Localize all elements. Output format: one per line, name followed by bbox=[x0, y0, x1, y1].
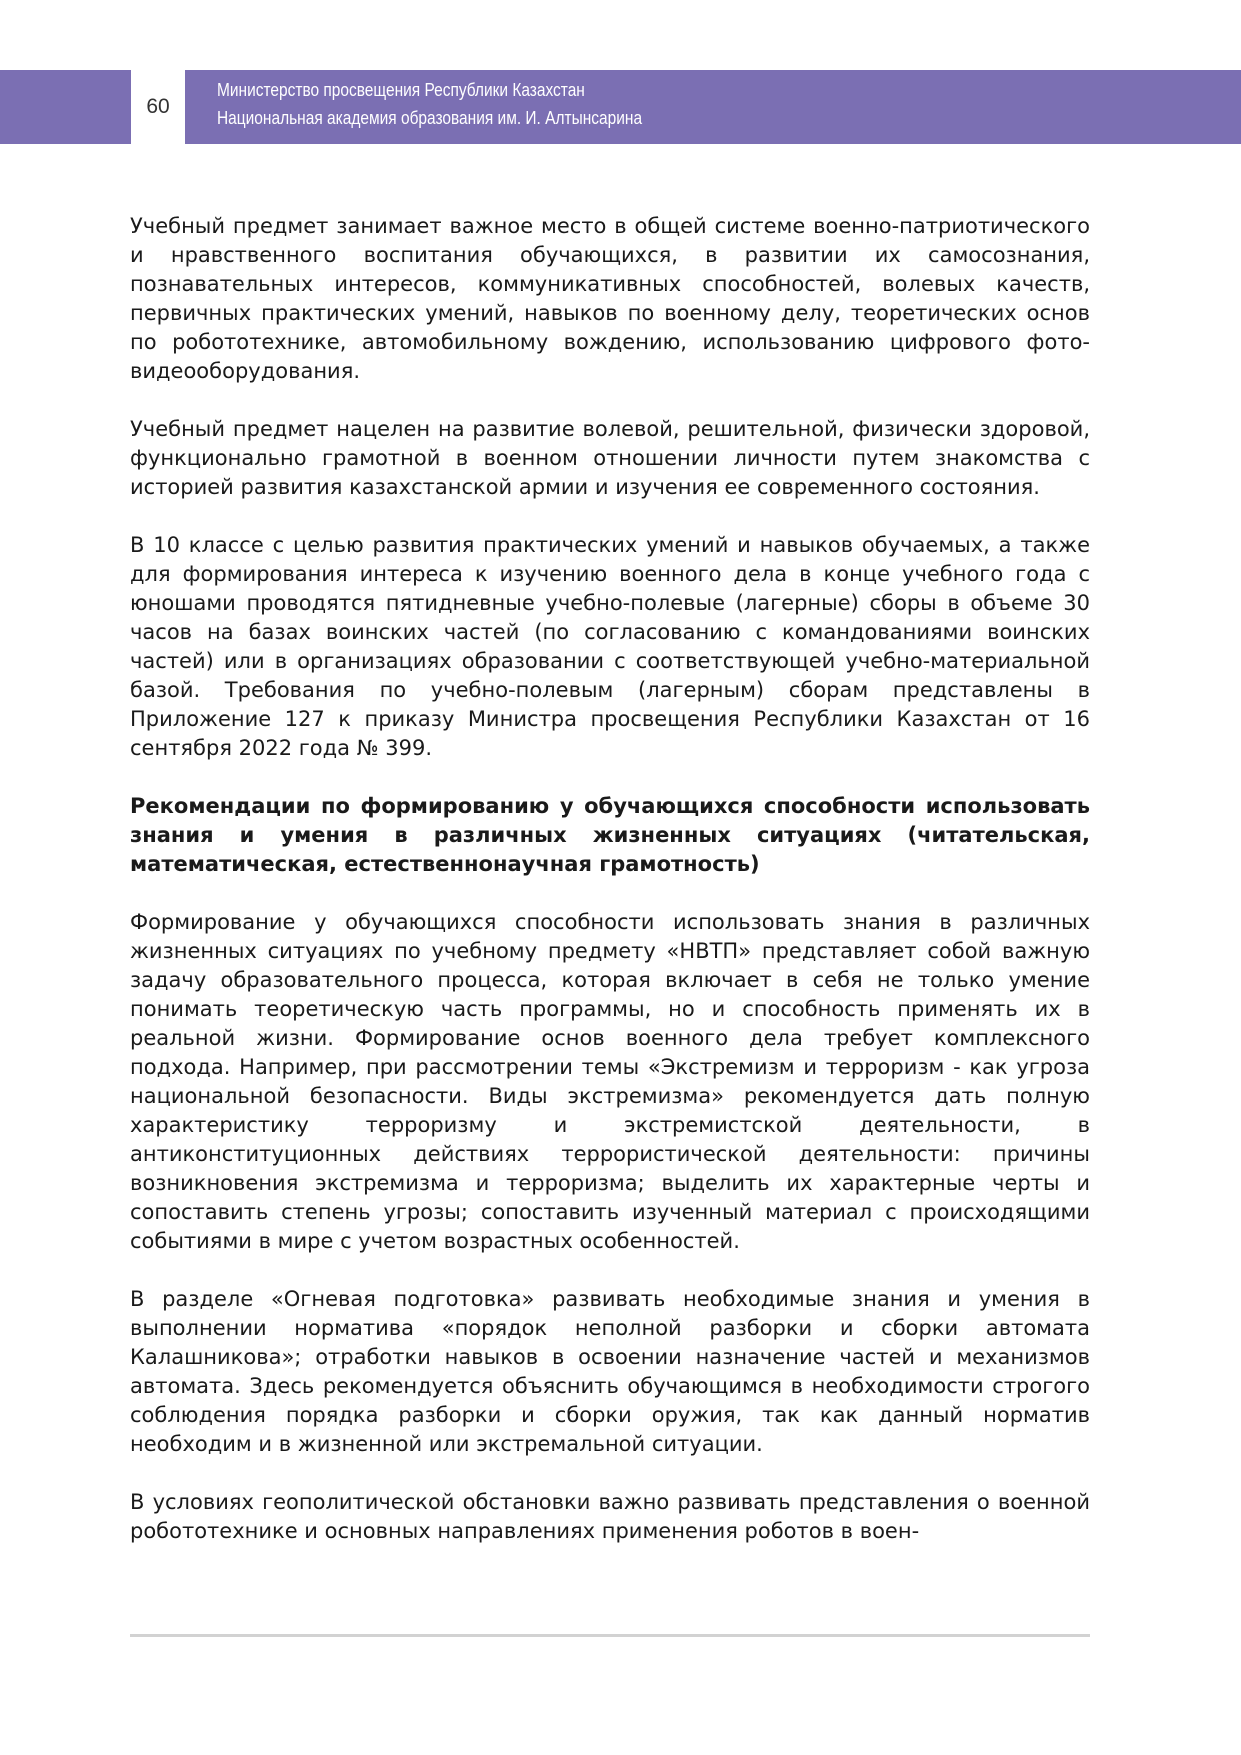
header-academy: Национальная академия образования им. И. Алтынсарина bbox=[217, 108, 643, 128]
paragraph-1: Учебный предмет занимает важное место в общей системе военно-патриотического и нравственного воспитания обучающихся, в развитии их самосознания, познавательных интересов, коммуникативных способностей, волевых качеств, первичных практических умений, навыков по военному делу, теоретических основ по робототехнике, автомобильному вождению, использованию цифрового фото-видеооборудования. bbox=[130, 214, 1090, 383]
header-text bbox=[217, 76, 642, 132]
paragraph-3: В 10 классе с целью развития практических умений и навыков обучаемых, а также для формирования интереса к изучению военного дела в конце учебного года с юношами проводятся пятидневные учебно-полевые (лагерные) сборы в объеме 30 часов на базах воинских частей (по согласованию с командованиями воинских частей) или в организациях образовании с соответствующей учебно-материальной базой. Требования по учебно-полевым (лагерным) сборам представлены в Приложение 127 к приказу Министра просвещения Республики Казахстан от 16 сентября 2022 года № 399. bbox=[130, 533, 1090, 760]
paragraph-4: Формирование у обучающихся способности использовать знания в различных жизненных ситуациях по учебному предмету «НВТП» представляет собой важную задачу образовательного процесса, которая включает в себя не только умение понимать теоретическую часть программы, но и способность применять их в реальной жизни. Формирование основ военного дела требует комплексного подхода. Например, при рассмотрении темы «Экстремизм и терроризм - как угроза национальной безопасности. Виды экстремизма» рекомендуется дать полную характеристику терроризму и экстремистской деятельности, в антиконституционных действиях террористической деятельности: причины возникновения экстремизма и терроризма; выделить их характерные черты и сопоставить степень угрозы; сопоставить изученный материал с происходящими событиями в мире с учетом возрастных особенностей. bbox=[130, 910, 1090, 1253]
page-number: 60 bbox=[131, 70, 185, 144]
header-ministry: Министерство просвещения Республики Казахстан bbox=[217, 80, 585, 100]
paragraph-2: Учебный предмет нацелен на развитие волевой, решительной, физически здоровой, функционально грамотной в военном отношении личности путем знакомства с историей развития казахстанской армии и изучения ее современного состояния. bbox=[130, 417, 1090, 499]
paragraph-5: В разделе «Огневая подготовка» развивать необходимые знания и умения в выполнении норматива «порядок неполной разборки и сборки автомата Калашникова»; отработки навыков в освоении назначение частей и механизмов автомата. Здесь рекомендуется объяснить обучающимся в необходимости строгого соблюдения порядка разборки и сборки оружия, так как данный норматив необходим и в жизненной или экстремальной ситуации. bbox=[130, 1287, 1090, 1456]
footer-divider bbox=[130, 1634, 1090, 1637]
page-content bbox=[130, 212, 1090, 1575]
paragraph-6: В условиях геополитической обстановки важно развивать представления о военной робототехнике и основных направлениях применения роботов в воен- bbox=[130, 1490, 1090, 1543]
section-heading: Рекомендации по формированию у обучающихся способности использовать знания и умения в различных жизненных ситуациях (читательская, математическая, естественнонаучная грамотность) bbox=[130, 794, 1090, 876]
